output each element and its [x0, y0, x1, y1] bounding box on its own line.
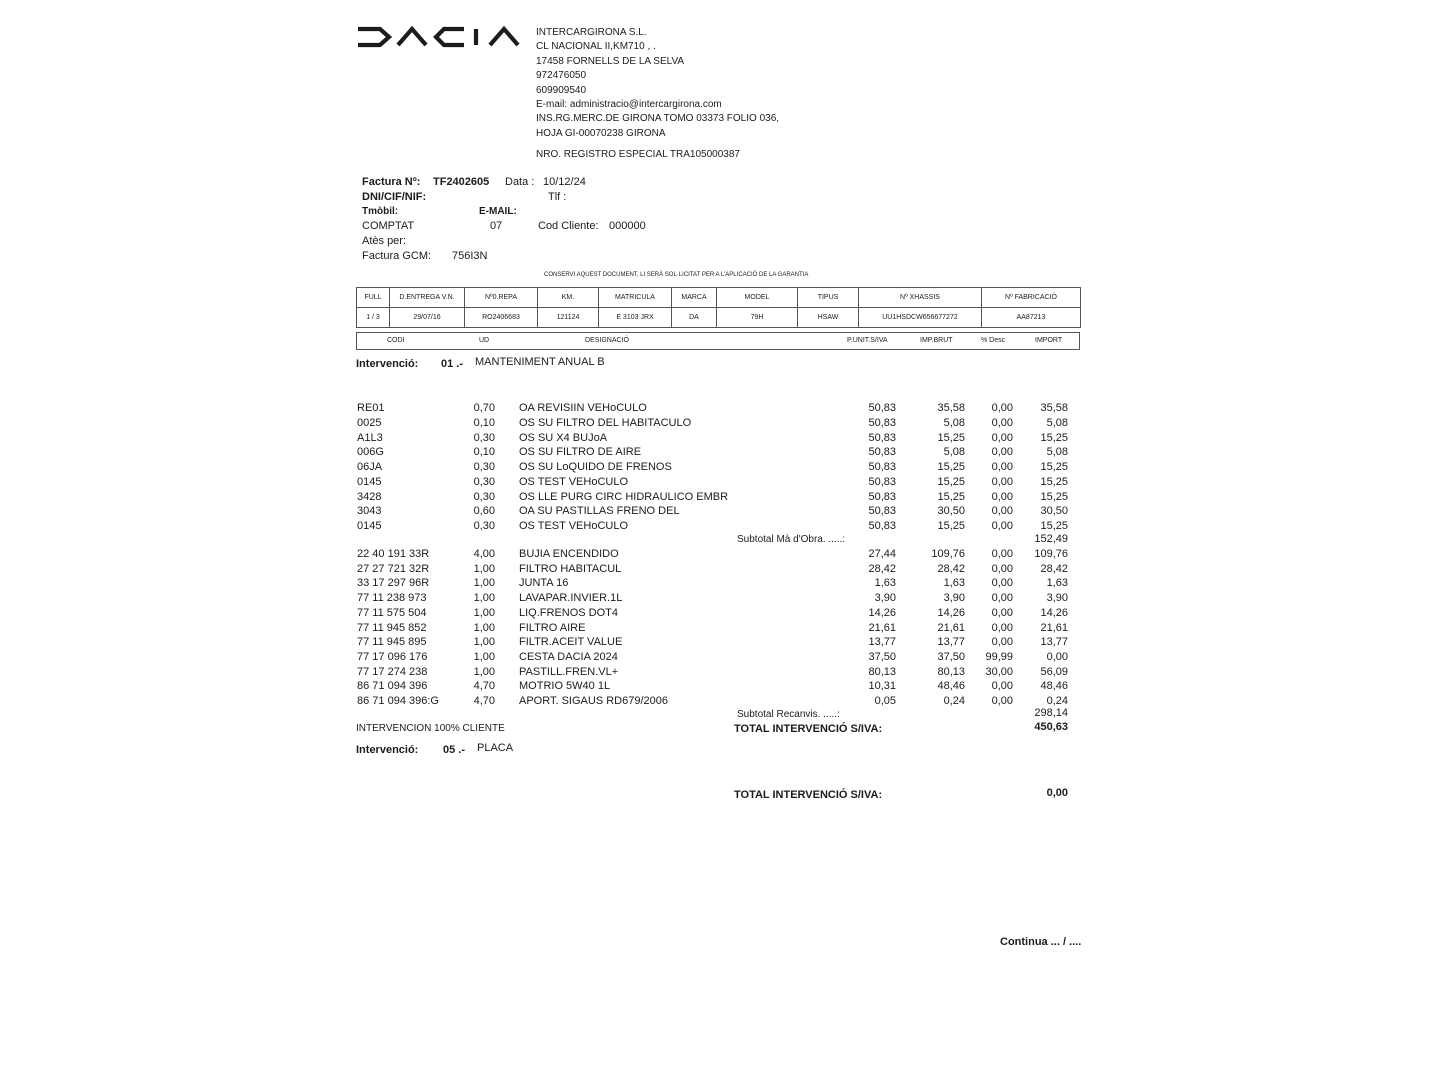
intervention-title: PLACA — [477, 742, 514, 754]
line-code: 22 40 191 33R — [357, 548, 430, 560]
line-discount: 0,00 — [991, 446, 1013, 459]
intervention-label: Intervenció: — [356, 358, 419, 370]
dealer-line: CL NACIONAL II,KM710 , . — [536, 41, 656, 53]
client-code: 000000 — [609, 220, 646, 232]
email-label: E-MAIL: — [479, 206, 517, 217]
line-unit-price: 50,83 — [868, 431, 896, 444]
line-item — [0, 607, 1440, 621]
line-item — [0, 695, 1440, 709]
line-description: FILTRO AIRE — [519, 621, 586, 634]
line-code: 77 11 575 504 — [357, 606, 427, 619]
line-code: 77 11 238 973 — [357, 592, 427, 605]
line-qty: 0,30 — [473, 520, 495, 532]
vehicle-header-cell: MARCA — [672, 288, 717, 308]
vehicle-value-cell: E 3103 JRX — [599, 308, 672, 328]
vehicle-header-cell: MODEL — [717, 288, 798, 308]
line-qty: 4,70 — [473, 695, 495, 707]
line-discount: 0,00 — [991, 461, 1013, 473]
line-unit-price: 14,26 — [868, 606, 896, 619]
vehicle-header-cell: MATRICULA — [599, 288, 672, 308]
line-amount: 15,25 — [1040, 520, 1068, 532]
line-description: APORT. SIGAUS RD679/2006 — [519, 695, 668, 707]
line-description: JUNTA 16 — [519, 577, 569, 590]
line-unit-price: 50,83 — [868, 520, 896, 532]
line-code: A1L3 — [357, 431, 383, 444]
line-code: 06JA — [357, 461, 383, 473]
dealer-address — [536, 26, 779, 141]
line-unit-price: 50,83 — [868, 490, 896, 503]
intervention-title: MANTENIMENT ANUAL B — [475, 356, 605, 368]
line-discount: 0,00 — [991, 520, 1013, 532]
subtotal-parts-label: Subtotal Recanvis. .....: — [737, 709, 840, 720]
line-gross: 15,25 — [937, 490, 965, 503]
line-gross: 15,25 — [937, 431, 965, 444]
line-description: LIQ.FRENOS DOT4 — [519, 606, 619, 619]
line-description: OS SU LoQUIDO DE FRENOS — [519, 461, 672, 473]
line-gross: 13,77 — [937, 636, 965, 649]
subtotal-labour-value: 152,49 — [1034, 533, 1068, 545]
line-discount: 99,99 — [985, 650, 1013, 663]
line-discount: 0,00 — [991, 505, 1013, 518]
line-amount: 5,08 — [1046, 446, 1068, 459]
line-description: FILTR.ACEIT VALUE — [519, 636, 623, 649]
intervention-label: Intervenció: — [356, 744, 419, 756]
line-qty: 0,70 — [473, 402, 495, 414]
line-amount: 5,08 — [1046, 416, 1068, 429]
line-description: OA REVISIIN VEHoCULO — [519, 402, 647, 414]
line-unit-price: 50,83 — [868, 475, 896, 488]
vehicle-value-cell: DA — [672, 308, 717, 328]
line-item — [0, 651, 1440, 665]
line-gross: 37,50 — [937, 650, 965, 663]
line-amount: 0,24 — [1046, 695, 1068, 707]
line-description: LAVAPAR.INVIER.1L — [519, 592, 623, 605]
line-gross: 80,13 — [937, 665, 965, 678]
line-item — [0, 520, 1440, 534]
col-ud: UD — [479, 337, 490, 344]
factura-number: TF2402605 — [433, 176, 490, 188]
dealer-line: 17458 FORNELLS DE LA SELVA — [536, 55, 685, 67]
line-qty: 4,00 — [473, 548, 495, 560]
line-discount: 0,00 — [991, 636, 1013, 649]
dni-label: DNI/CIF/NIF: — [362, 191, 427, 203]
line-unit-price: 0,05 — [874, 695, 896, 707]
line-description: BUJIA ENCENDIDO — [519, 548, 619, 560]
vehicle-header-cell: TIPUS — [798, 288, 859, 308]
line-code: 86 71 094 396:G — [357, 695, 439, 707]
line-discount: 30,00 — [985, 665, 1013, 678]
subtotal-parts-value: 298,14 — [1034, 707, 1068, 719]
line-discount: 0,00 — [991, 402, 1013, 414]
line-qty: 0,30 — [473, 475, 495, 488]
line-amount: 28,42 — [1040, 562, 1068, 575]
col-impbrut: IMP.BRUT — [920, 337, 953, 344]
vehicle-header-cell: Nº0.REPA — [465, 288, 538, 308]
line-discount: 0,00 — [991, 621, 1013, 634]
line-qty: 4,70 — [473, 680, 495, 693]
dealer-line: 609909540 — [536, 84, 587, 96]
subtotal-labour-label: Subtotal Mà d'Obra. .....: — [737, 534, 846, 545]
vehicle-header-cell: FULL — [357, 288, 390, 308]
line-gross: 1,63 — [943, 577, 965, 590]
line-discount: 0,00 — [991, 562, 1013, 575]
col-desc: % Desc — [981, 337, 1006, 344]
line-gross: 3,90 — [943, 592, 965, 605]
line-description: OS TEST VEHoCULO — [519, 520, 629, 532]
gcm-label: Factura GCM: — [362, 250, 432, 262]
line-unit-price: 1,63 — [874, 577, 896, 590]
vehicle-value-cell: 1 / 3 — [357, 308, 390, 328]
client-label: Cod Cliente: — [538, 220, 599, 232]
line-unit-price: 50,83 — [868, 505, 896, 518]
guarantee-note: CONSERVI AQUEST DOCUMENT, LI SERÀ SOL·LICITAT PER A L'APLICACIÓ DE LA GARANTIA — [544, 272, 809, 278]
vehicle-header-cell: D.ENTREGA V.N. — [390, 288, 465, 308]
line-description: PASTILL.FREN.VL+ — [519, 665, 619, 678]
line-item — [0, 636, 1440, 650]
line-unit-price: 21,61 — [868, 621, 896, 634]
line-gross: 109,76 — [931, 548, 965, 560]
line-code: 006G — [357, 446, 384, 459]
line-code: 77 11 945 852 — [357, 621, 427, 634]
line-discount: 0,00 — [991, 695, 1013, 707]
line-discount: 0,00 — [991, 606, 1013, 619]
vehicle-value-cell: 121124 — [538, 308, 599, 328]
line-unit-price: 50,83 — [868, 446, 896, 459]
line-item — [0, 505, 1440, 519]
line-qty: 1,00 — [473, 592, 495, 605]
vehicle-value-cell: HSAW — [798, 308, 859, 328]
line-unit-price: 10,31 — [868, 680, 896, 693]
dealer-line: E-mail: administracio@intercargirona.com — [536, 98, 722, 110]
dealer-line: INTERCARGIRONA S.L. — [536, 27, 647, 38]
line-code: 0025 — [357, 416, 382, 429]
registry-number: NRO. REGISTRO ESPECIAL TRA105000387 — [536, 149, 740, 160]
total-intervention-label: TOTAL INTERVENCIÓ S/IVA: — [734, 789, 883, 801]
gcm-value: 756I3N — [452, 250, 488, 262]
line-description: OS TEST VEHoCULO — [519, 475, 629, 488]
line-discount: 0,00 — [991, 431, 1013, 444]
line-item — [0, 461, 1440, 475]
line-code: 0145 — [357, 475, 382, 488]
line-gross: 5,08 — [943, 416, 965, 429]
line-code: RE01 — [357, 402, 385, 414]
line-gross: 15,25 — [937, 520, 965, 532]
line-amount: 15,25 — [1040, 431, 1068, 444]
line-amount: 1,63 — [1046, 577, 1068, 590]
line-description: OS SU X4 BUJoA — [519, 431, 608, 444]
line-code: 77 17 274 238 — [357, 665, 428, 678]
vehicle-value-cell: 29/07/16 — [390, 308, 465, 328]
line-amount: 3,90 — [1046, 592, 1068, 605]
line-discount: 0,00 — [991, 416, 1013, 429]
dealer-line: 972476050 — [536, 70, 587, 82]
tlf-label: Tlf : — [548, 191, 567, 203]
line-code: 0145 — [357, 520, 382, 532]
line-discount: 0,00 — [991, 490, 1013, 503]
total-intervention-label: TOTAL INTERVENCIÓ S/IVA: — [734, 723, 883, 735]
line-qty: 0,60 — [473, 505, 495, 518]
intervention-number: 01 .- — [441, 358, 464, 370]
line-item — [0, 491, 1440, 505]
line-qty: 0,30 — [473, 431, 495, 444]
data-label: Data : — [505, 176, 535, 188]
line-amount: 13,77 — [1040, 636, 1068, 649]
dealer-line: HOJA GI-00070238 GIRONA — [536, 127, 666, 139]
line-qty: 1,00 — [473, 621, 495, 634]
payment-code: 07 — [490, 220, 503, 232]
line-gross: 15,25 — [937, 475, 965, 488]
line-item — [0, 592, 1440, 606]
line-gross: 35,58 — [937, 402, 965, 414]
total-intervention-value: 0,00 — [1046, 787, 1068, 799]
line-amount: 35,58 — [1040, 402, 1068, 414]
line-unit-price: 50,83 — [868, 461, 896, 473]
line-amount: 15,25 — [1040, 490, 1068, 503]
line-discount: 0,00 — [991, 680, 1013, 693]
line-qty: 1,00 — [473, 577, 495, 590]
dealer-line: INS.RG.MERC.DE GIRONA TOMO 03373 FOLIO 036, — [536, 113, 780, 125]
line-discount: 0,00 — [991, 548, 1013, 560]
total-intervention-value: 450,63 — [1034, 721, 1068, 733]
intervention-number: 05 .- — [443, 744, 466, 756]
line-item — [0, 417, 1440, 431]
line-item — [0, 680, 1440, 694]
line-unit-price: 13,77 — [868, 636, 896, 649]
line-item — [0, 432, 1440, 446]
vehicle-value-cell: UU1HSDCW656677272 — [859, 308, 982, 328]
factura-label: Factura Nº: — [362, 176, 421, 188]
line-amount: 48,46 — [1040, 680, 1068, 693]
line-qty: 0,10 — [473, 416, 495, 429]
vehicle-value-cell: AA87213 — [982, 308, 1081, 328]
col-punit: P.UNIT.S/IVA — [847, 337, 888, 344]
line-unit-price: 27,44 — [868, 548, 896, 560]
line-qty: 1,00 — [473, 636, 495, 649]
line-unit-price: 3,90 — [874, 592, 896, 605]
line-gross: 15,25 — [937, 461, 965, 473]
line-qty: 0,30 — [473, 461, 495, 473]
line-discount: 0,00 — [991, 475, 1013, 488]
col-import: IMPORT — [1035, 337, 1063, 344]
line-qty: 1,00 — [473, 562, 495, 575]
line-gross: 30,50 — [937, 505, 965, 518]
line-amount: 15,25 — [1040, 475, 1068, 488]
line-code: 77 11 945 895 — [357, 636, 427, 649]
line-discount: 0,00 — [991, 577, 1013, 590]
line-amount: 56,09 — [1040, 665, 1068, 678]
vehicle-value-cell: RO2406683 — [465, 308, 538, 328]
line-description: OS LLE PURG CIRC HIDRAULICO EMBR — [519, 490, 729, 503]
line-item — [0, 446, 1440, 460]
line-code: 3428 — [357, 490, 382, 503]
line-description: CESTA DACIA 2024 — [519, 650, 618, 663]
vehicle-header-cell: Nº XHASSIS — [859, 288, 982, 308]
line-gross: 14,26 — [937, 606, 965, 619]
continua-note: Continua ... / .... — [1000, 936, 1082, 948]
line-amount: 0,00 — [1046, 650, 1068, 663]
line-unit-price: 50,83 — [868, 402, 896, 414]
dacia-logo — [356, 26, 528, 48]
vehicle-table-header — [357, 288, 1081, 308]
invoice-date: 10/12/24 — [543, 176, 586, 188]
line-gross: 0,24 — [943, 695, 965, 707]
vehicle-value-cell: 79H — [717, 308, 798, 328]
line-amount: 30,50 — [1040, 505, 1068, 518]
line-code: 27 27 721 32R — [357, 562, 430, 575]
line-unit-price: 50,83 — [868, 416, 896, 429]
vehicle-header-cell: Nº FABRICACIÓ — [982, 288, 1081, 308]
line-description: MOTRIO 5W40 1L — [519, 680, 611, 693]
line-amount: 21,61 — [1040, 621, 1068, 634]
line-unit-price: 37,50 — [868, 650, 896, 663]
line-gross: 21,61 — [937, 621, 965, 634]
line-unit-price: 80,13 — [868, 665, 896, 678]
line-gross: 28,42 — [937, 562, 965, 575]
ates-label: Atès per: — [362, 235, 407, 247]
dacia-logo-mark — [356, 26, 528, 48]
line-item — [0, 548, 1440, 562]
intervention-note: INTERVENCION 100% CLIENTE — [356, 723, 505, 734]
line-code: 3043 — [357, 505, 382, 518]
line-amount: 15,25 — [1040, 461, 1068, 473]
line-qty: 1,00 — [473, 606, 495, 619]
vehicle-header-cell: KM. — [538, 288, 599, 308]
line-item — [0, 577, 1440, 591]
line-description: OS SU FILTRO DE AIRE — [519, 446, 642, 459]
line-gross: 48,46 — [937, 680, 965, 693]
line-item — [0, 666, 1440, 680]
line-description: FILTRO HABITACUL — [519, 562, 622, 575]
line-gross: 5,08 — [943, 446, 965, 459]
line-unit-price: 28,42 — [868, 562, 896, 575]
mobil-label: Tmòbil: — [362, 206, 399, 217]
line-code: 86 71 094 396 — [357, 680, 428, 693]
line-code: 33 17 297 96R — [357, 577, 430, 590]
line-qty: 0,30 — [473, 490, 495, 503]
line-discount: 0,00 — [991, 592, 1013, 605]
col-codi: CODI — [387, 337, 405, 344]
payment-type: COMPTAT — [362, 220, 415, 232]
line-item — [0, 622, 1440, 636]
line-qty: 0,10 — [473, 446, 495, 459]
line-item — [0, 563, 1440, 577]
col-designacio: DESIGNACIÓ — [585, 337, 629, 344]
line-item — [0, 402, 1440, 416]
line-amount: 14,26 — [1040, 606, 1068, 619]
line-qty: 1,00 — [473, 665, 495, 678]
lines-column-header — [356, 332, 1080, 350]
line-amount: 109,76 — [1034, 548, 1068, 560]
line-qty: 1,00 — [473, 650, 495, 663]
line-item — [0, 476, 1440, 490]
line-code: 77 17 096 176 — [357, 650, 428, 663]
line-description: OS SU FILTRO DEL HABITACULO — [519, 416, 692, 429]
vehicle-table — [356, 287, 1081, 328]
line-description: OA SU PASTILLAS FRENO DEL — [519, 505, 680, 518]
vehicle-table-values — [357, 308, 1081, 328]
